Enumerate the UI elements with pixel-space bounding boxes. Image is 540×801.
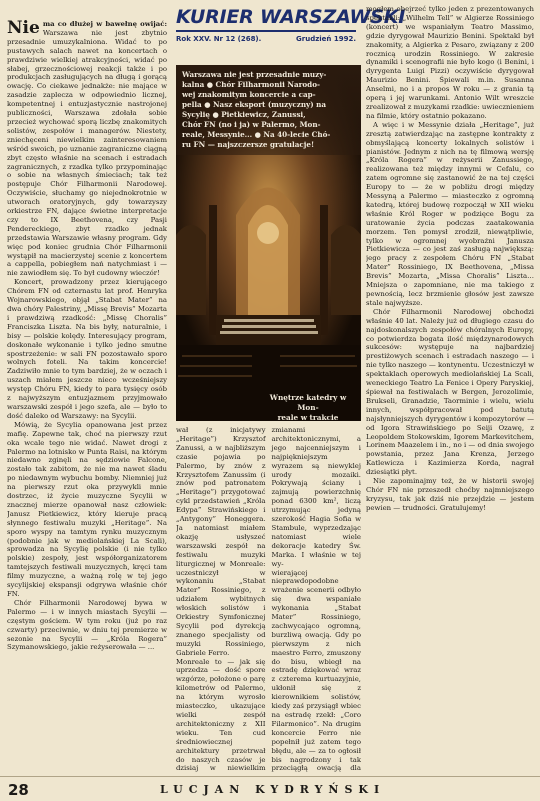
left-paragraph: Warszawa nie jest zbytnio przesadnie umuzykalniona. Widać to po pustawych salach nawet na koncertach o prawdziwie wielkiej atrakcyjności, widać po słabej, grzecznościowej reakcji także i po produkcjach zasługujących na długą i gorącą owację. Co ciekawe jednakże: nie mające w zasadzie zaplecza w odpowiednio licznej, kompetentnej i entuzjastycznie nastrojonej publiczności, Warszawa zdołała sobie przecież wychować sporą liczbę znakomitych solistów, zespołów i managerów. Niestety, zniechęceni niewielkim zainteresowaniem wśród swoich, po uznanie zagraniczne ciągną zbyt często właśnie na scenach i estradach zagranicznych, z rzadka tylko przypominając o sobie na własnych śmieciach; tak też postępuje Chór Filharmonii Narodowej. Oczywiście, słuchamy go niejednokrotnie w utworach oratoryjnych, gdy towarzyszy orkiestrze FN, dające świetne interpretacje czy to IX Beethovena, czy Pasji Pendereckiego, zbyt rzadko jednak przedstawia Warszawie własny program. Gdy więc pod koniec grudnia Chór Filharmonii wystąpił na macierzystej scenie z koncertem a cappella, pobiegłem nań natychmiast i — nie zawiodłem się. To był cudowny wieczór! — [7, 28, 167, 278]
masthead-info — [176, 35, 356, 43]
page-footer — [0, 776, 540, 801]
left-paragraph: Koncert, prowadzony przez kierującego Chórem FN od czternastu lat prof. Henryka Wojnarowskiego, objął „Stabat Mater” na dwa chóry Palestriny, „Missę Brevis” Mozarta i prawdziwą rzadkość: „Missę Choralis” Franciszka Liszta. Na bis były, naturalnie, i bisy — polskie kolędy. Interesujący program, doskonałe wykonanie i tylko jedno smutne spostrzeżenie: w sali FN pozostawało sporo wolnych foteli. Na takim koncercie! Zadziwiło mnie to tym bardziej, że w oczach i uszach miałem jeszcze nieco wcześniejszy występ Chóru FN, kiedy to para tysięcy osób z najwyższym entuzjazmem przyjmowało warszawski zespół i jego szefa, ale — było to dość daleko od Warszawy: na Sycylii. — [7, 278, 167, 420]
right-paragraph: Nie zapominajmy też, że w historii swojej Chór FN nie przeszedł choćby najmniejszego kryzysu, tak jak dziś nie przejdzie — jestem pewien — trudności. Gratulujemy! — [366, 477, 534, 512]
headline-line: wej znakomitym koncercie a cap- — [182, 90, 316, 99]
right-paragraph: A więc i w Messynie działa „Heritage”, już zresztą zatwierdzając na zastępne kontrakty z obmyślającą koncerty lokalnych solistów i pianistów. Jednym z nich na tę filmową wersję „Króla Rogera” w reżyserii Zanussiego, realizowana też między innymi w Cefalu, co zatem ogromne się zastanowić że na tej części Europy to — że w pobliżu drogi między Messyną a Palermo — miasteczko z ogromną katedrą, której budowę rozpoczął w XII wieku właśnie Król Roger w podzięce Bogu za uratowanie życia podczas zaatakowania morzem. Ten pomysł zrodził, niewątpliwie, tylko w ogromnej wyobraźni Janusza Pietkiewicza — co jest zaś zasługą największą: jego pracy z zespołem Chóru FN „Stabat Mater” Rossiniego, IX Beethovena, „Missa Brevis” Mozarta, „Missa Choralis” Liszta… Mniejsza o zapomniane, nie ma takiego z pewnością, lecz brzmienie głosów jest zawsze stale najwyższe. — [366, 120, 534, 307]
left-column — [7, 20, 167, 775]
middle-paragraph: wał (z inicjatywy „Heritage”) Krzysztof Zanussi, a w najbliższym czasie pojawia po Palermo, by znów z Krzysztofem Zanussim (i znów pod patronatem „Heritage”) przygotować cykl przedstawień „Króla Edypa” Strawińskiego i „Antygony” Honeggera. Ja natomiast miałem okazję usłyszeć warszawski zespół na festiwalu muzyki liturgicznej w Monreale: uczestniczył w wykonaniu „Stabat Mater” Rossiniego, z udziałem wybitnych włoskich solistów i Orkiestry Symfonicznej Sycylii pod dyrekcją znanego specjalisty od muzyki Rossiniego, Gabriele Ferro. — [176, 426, 266, 657]
lead-phrase: ma co dłużej w bawełnę owijać: — [42, 20, 167, 28]
photo-caption — [258, 393, 358, 421]
masthead-title: KURIER WARSZAWSKI — [176, 6, 356, 32]
caption-line: reale w trakcie — [277, 413, 339, 421]
headline-line: ru FN — najszczersze gratulacje! — [182, 140, 315, 149]
right-paragraph: Chór Filharmonii Narodowej obchodzi właśnie 40 lat. Należy już od długiego czasu do najdoskonalszych zespołów chóralnych Europy, co potwierdza bogata ilość międzynarodowych sukcesów: występuje na najbardziej prestiżowych scenach i estradach naszego — i nie tylko naszego — kontynentu. Uczestniczył w spektaklach operowych mediolańskiej La Scali, weneckiego Teatro La Fenice i Opery Paryskiej, śpiewał na festiwalach w Bergen, Jerozolimie, Brukseli, Granadzie, Taorminie i wielu, wielu innych, współpracował pod batutą najsłynniejszych dyrygentów i kompozytorów — od Igora Strawińskiego po Seiji Ozawę, z Leopoldem Stokowskim, Igorem Markevitchem, Lorinem Maazelem i in., no i — od dnia swojego powstania, przez Jana Krenza, Jerzego Katlewicza i Kazimierza Korda, nagrał dziesiątki płyt. — [366, 307, 534, 477]
middle-paragraph: Monreale to — jak się uprzedza — dość spore wzgórze, położone o parę kilometrów od Palermo, na którym wyrosło miasteczko, ukazujące wielki zespół architektoniczny z XII wieku. Ten cud średniowiecznej architektury przetrwał do naszych czasów je dzisiaj w niewielkim zmianami architektonicznymi, a jego najcenniejszym i najpiękniejszym wyrazem są niewyklej urody mozaiki. Pokrywają ściany i zajmują powierzchnię ponad 6300 km², liczą utrzymując jedyną szerokość Hagia Sofia w Stambule, wyprzedzając natomiast wiele dekoracje katedry Św. Marka. I właśnie w tej wy- — [176, 426, 361, 773]
right-column — [366, 5, 534, 775]
caption-line: Wnętrze katedry w Mon- — [269, 393, 347, 412]
cathedral-photo — [176, 65, 361, 421]
photo-headline — [176, 65, 361, 155]
author-byline: LUCJAN KYDRYŃSKI — [160, 783, 386, 796]
issue-number: Rok XXV. Nr 12 (268). — [176, 35, 262, 43]
issue-date: Grudzień 1992. — [296, 35, 356, 43]
middle-column — [176, 426, 361, 776]
headline-line: kalna ● Chór Filharmonii Narodo- — [182, 80, 320, 89]
drop-cap: Nie — [7, 20, 40, 38]
left-paragraph: Mówią, że Sycylia opanowana jest przez mafię. Zapewne tak, choć na pierwszy rzut oka wcale tego nie widać. Nawet drogi z Palermo na lotnisko w Punta Raisi, na którym niedawno zginęli na sędziowie Falcone, zostało tak zabitom, że nie ma nawet śladu po niedawnym wybuchu bomby. Niemniej już na pierwszy rzut oka przywykli mnie dostrzec, iż życie muzyczne Sycylii w znacznej mierze opanował nasz człowiek: Janusz Pietkiewicz, który kieruje pracą słynnego festiwalu muzyki „Heritage”. Na sporo wyspy na tamtym rynku muzycznym (podobnie jak w mediolańskiej La Scali), sprowadza na Sycylię polskie (i nie tylko polskie) zespoły, jest współorganizatorem tamtejszych festiwali muzycznych, kręci tam filmy muzyczne, a ważną rolę w tej jego sycylijskiej ekspansji odgrywa właśnie chór FN. — [7, 420, 167, 598]
headline-line: Warszawa nie jest przesadnie muzy- — [182, 70, 327, 79]
right-paragraph: mogłem obejrzeć tylko jeden z prezentowanych spektakli: „Wilhelm Tell” w Algierze Rossiniego (koncert) we wspaniałym Teatro Massimo, gdzie dyrygował Maurizio Benini. Spektakl był znakomity, a Algierka z Pesaro, związany z 200 rocznicą urodzin Rossiniego. W zakresie dynamiki i scenografii nie było kogo (i Benini, i dyrygenta Luigi Pizzi) oczywiście dyrygował Maurizio Benini. Śpiewali m.in. Susanna Anselmi, no i a propos W roku — z grania tą operą i jej warunkami. Antonio Wilt wreszcie zrealizował z muzykami rzadkie: uwiecznieniem na filmie, który ostatnio pokazano. — [366, 5, 534, 120]
headline-line: Sycylię ● Pietkiewicz, Zanussi, — [182, 110, 306, 119]
masthead — [176, 6, 406, 56]
headline-line: Chór FN (no i ja) w Palermo, Mon- — [182, 120, 321, 129]
middle-paragraph: wierającej nieprawdopodobne wrażenie scenerii odbyło się dwa wspaniałe wykonania „Stabat Mater” Rossiniego, zachwycająco ogromną, burzliwą owacją. Gdy po pierwszym z nich maestro Ferro, zmuszony do bisu, wbiegł na estradę dziękować wraz z czterema kurtuazyjnie, ukłonił się z kierownikiem solistów, kiedy zaś przysiągł wbiec na estradę rzekł: „Coro Filarmonico”. Na drugim koncercie Ferro nie popełnił już zatem tego błędu, ale — za to ogłosił bis nagrodzony i tak przeciągłą owacją dla — [271, 568, 361, 773]
left-paragraph: Chór Filharmonii Narodowej bywa w Palermo — i w innych miastach Sycylii — częstym gościem. W tym roku (już po raz czwarty) przeciwnie, w dniu tej premierze w sezonie na Sycylii — „Króla Rogera” Szymanowskiego, jakie reżyserowała — ... — [7, 598, 167, 652]
headline-line: pella ● Nasz eksport (muzyczny) na — [182, 100, 327, 109]
page-number: 28 — [8, 781, 29, 799]
headline-line: reale, Messynie... ● Na 40-lecie Chó- — [182, 130, 331, 139]
